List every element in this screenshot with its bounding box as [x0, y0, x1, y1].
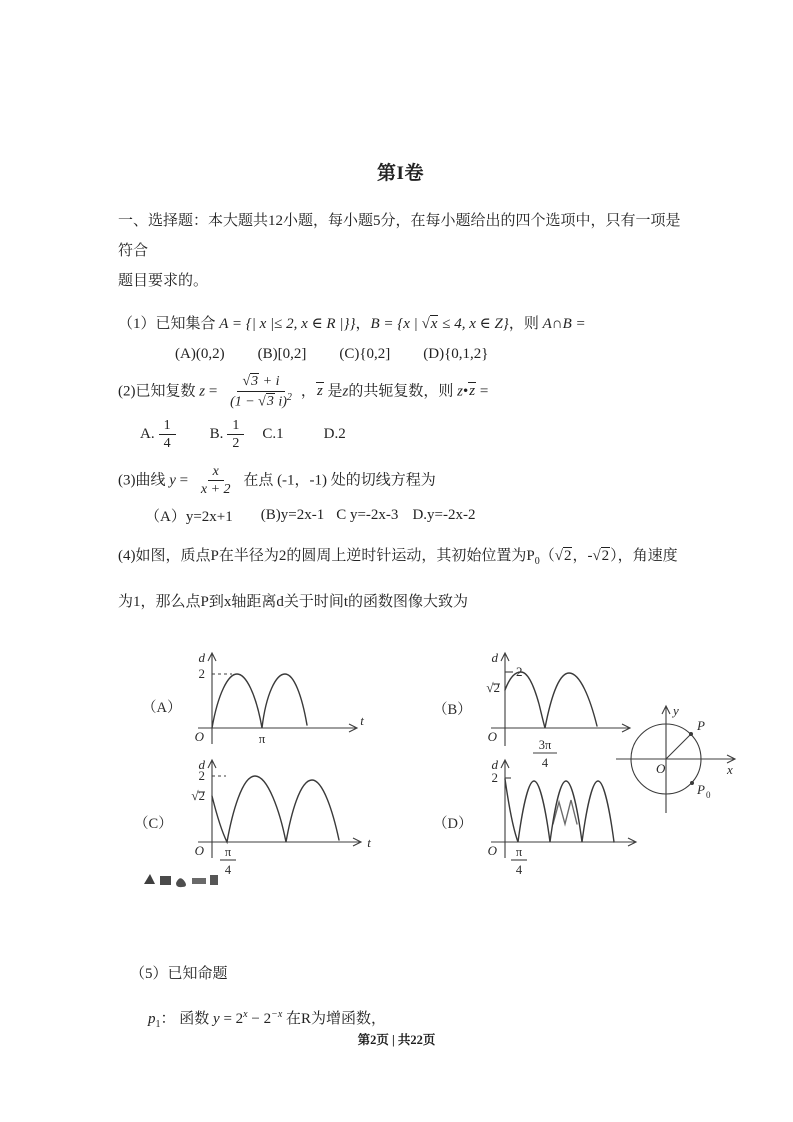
q2-den-post: i) — [274, 394, 287, 410]
q2-fraction-numerator — [237, 373, 284, 392]
q2-fraction-denominator — [225, 392, 297, 411]
graph-c-t-axis-label: t — [367, 834, 371, 850]
question-2-options — [118, 415, 683, 455]
q2-comma: ， — [300, 383, 316, 400]
p1-tail: 在R为增函数， — [282, 1010, 387, 1027]
p1-symbol: p — [148, 1010, 156, 1027]
p1-exponent-x: x — [243, 1008, 248, 1020]
graph-d-d-axis-label: d — [491, 756, 498, 772]
point-p0-dot — [690, 781, 694, 785]
q1-then: ，则 — [508, 316, 543, 332]
q3-option-a: （A）y=2x+1 — [145, 508, 233, 525]
scan-artifact — [142, 870, 232, 890]
q3-option-b: (B)y=2x-1 — [260, 506, 325, 523]
p1-minus-2: − 2 — [247, 1010, 272, 1027]
p1-colon: ： — [160, 1010, 176, 1027]
page-number: 第2页 | 共22页 — [357, 1033, 436, 1047]
q1-set-a: A = {| x |≤ 2, x ∈ R |}} — [219, 316, 356, 332]
q2-dot-operator: • — [463, 383, 469, 400]
q4-text-1: (4)如图，质点P在半径为2的圆周上逆时针运动，其初始位置为P — [118, 547, 535, 564]
radical-sign: √ — [421, 316, 430, 332]
q1-option-b: (B)[0,2] — [257, 346, 307, 362]
q2-z-var: z — [199, 383, 206, 400]
radicand: 3 — [251, 374, 259, 389]
graph-c-fraction-denominator: 4 — [224, 862, 232, 877]
q1-set-b-close: ≤ 4, x ∈ Z} — [438, 316, 509, 332]
q4-sqrt-2 — [592, 547, 610, 564]
graph-a-label: （A） — [142, 699, 182, 716]
graph-b-fraction-denominator: 4 — [541, 755, 549, 770]
graph-b-fraction-numerator: 3π — [538, 737, 552, 752]
graph-option-d — [427, 752, 677, 892]
q2-option-c: C.1 — [262, 426, 284, 443]
graph-option-a — [128, 646, 378, 758]
q1-option-d: (D){0,1,2} — [423, 346, 489, 362]
question-3 — [118, 463, 683, 499]
scan-artifact-mark — [144, 874, 155, 884]
q3-y-var: y — [169, 472, 176, 489]
q2-tail: = — [476, 383, 489, 400]
graph-a-t-axis-label: t — [360, 712, 364, 728]
graph-b-tick-2: 2 — [516, 663, 523, 679]
q3-option-c: C y=-2x-3 — [336, 506, 399, 523]
q2-z-var3: z — [457, 383, 463, 400]
question-3-options — [118, 505, 683, 526]
point-p-dot — [689, 732, 693, 736]
q2-fraction — [225, 373, 297, 411]
instructions-line1: 一、选择题：本大题共12小题，每小题5分，在每小题给出的四个选项中，只有一项是符合 — [118, 213, 681, 259]
question-1 — [118, 311, 683, 337]
scan-artifact-mark — [176, 878, 186, 887]
q2-num-rest: + i — [259, 374, 280, 389]
q3-prefix: (3)曲线 — [118, 472, 170, 489]
p1-subscript: 1 — [155, 1018, 161, 1030]
point-p0-label: P — [697, 781, 705, 797]
graph-a-d-axis-label: d — [198, 649, 205, 665]
q3-denominator: x + 2 — [200, 482, 231, 498]
q2-z-conjugate2: z — [469, 383, 476, 400]
q2-prefix: (2)已知复数 — [118, 383, 200, 400]
question-4 — [118, 536, 683, 622]
instructions — [118, 206, 683, 296]
section-title: 第I卷 — [377, 163, 424, 184]
q1-prefix: （1）已知集合 — [118, 316, 220, 332]
graph-b-curve — [505, 672, 597, 728]
q3-fraction — [196, 463, 236, 499]
radical-sign: √ — [592, 547, 601, 564]
graph-c-tick-sqrt2: √2 — [191, 787, 205, 803]
q2-option-a — [140, 417, 180, 453]
p1-exponent-negx: −x — [271, 1008, 283, 1020]
numerator: 1 — [159, 417, 176, 436]
q1-option-a: (A)(0,2) — [175, 346, 225, 362]
q3-numerator: x — [208, 463, 224, 482]
circle-x-axis-label: x — [727, 761, 733, 777]
circle-y-axis-label: y — [673, 702, 679, 718]
q2-option-b — [210, 417, 249, 453]
q2-z-var2: z — [342, 383, 349, 400]
graph-b-d-axis-label: d — [491, 649, 498, 665]
graph-c-d-axis-label: d — [198, 756, 205, 772]
radical-sign: √ — [258, 394, 266, 410]
q2-option-b-label: B. — [209, 426, 224, 443]
scan-artifact-mark — [192, 878, 206, 884]
question-5 — [118, 962, 683, 983]
radical-sign: √ — [554, 547, 563, 564]
radical-sign: √ — [242, 374, 251, 389]
graph-d-fraction-denominator: 4 — [515, 862, 523, 877]
circle-origin-label: O — [656, 760, 666, 776]
answer-graphs — [0, 644, 793, 904]
q4-p0-subscript: 0 — [534, 555, 540, 567]
q1-set-b-open: B = {x | — [370, 316, 422, 332]
graph-b-origin-label: O — [487, 728, 497, 744]
denominator: 4 — [163, 436, 171, 452]
graph-a-tick-2: 2 — [198, 665, 205, 681]
graph-d-label: （D） — [433, 815, 473, 832]
radicand: x — [430, 316, 438, 332]
q2-equals: = — [205, 383, 222, 400]
q5-text: （5）已知命题 — [130, 965, 228, 982]
question-1-options — [118, 346, 683, 363]
q2-option-d: D.2 — [323, 426, 346, 443]
denominator: 2 — [232, 436, 240, 452]
p1-y-var: y — [213, 1010, 220, 1027]
q2-text1: 是 — [323, 383, 343, 400]
scan-artifact-mark — [210, 875, 218, 885]
graph-c-tick-2: 2 — [198, 767, 205, 783]
p1-equals-2: = 2 — [219, 1010, 244, 1027]
q1-comma: ， — [355, 316, 371, 332]
graph-c-origin-label: O — [194, 842, 204, 858]
graph-d-curve — [505, 779, 614, 842]
instructions-line2: 题目要求的。 — [118, 273, 209, 289]
graph-a-curve — [212, 674, 307, 728]
q2-option-a-label: A. — [140, 426, 155, 443]
graph-d-fraction-numerator: π — [515, 844, 523, 859]
numerator: 1 — [227, 417, 244, 436]
scan-artifact-mark — [160, 876, 171, 885]
question-2 — [118, 373, 683, 411]
radicand: 2 — [601, 547, 610, 564]
graph-d-tick-2: 2 — [491, 769, 498, 785]
graph-c-fraction-numerator: π — [224, 844, 232, 859]
graph-a-origin-label: O — [194, 728, 204, 744]
q4-comma-minus: ，- — [572, 547, 593, 564]
graph-c-curve — [212, 776, 339, 842]
q2-text2: 的共轭复数，则 — [348, 383, 458, 400]
q2-den-pre: (1 − — [230, 394, 259, 410]
q3-equals: = — [175, 472, 192, 489]
q3-suffix: 在点 (-1，-1) 处的切线方程为 — [239, 472, 436, 489]
page-footer — [0, 1030, 793, 1048]
q2-option-b-fraction — [227, 417, 244, 453]
point-p-label: P — [697, 717, 705, 733]
q2-den-exponent: 2 — [286, 391, 292, 403]
q1-sqrt — [422, 315, 439, 332]
radicand: 2 — [563, 547, 572, 564]
q4-sqrt-1 — [555, 547, 573, 564]
point-p0-subscript: 0 — [706, 789, 711, 800]
p1-text: 函数 — [175, 1010, 214, 1027]
q2-option-a-fraction — [159, 417, 176, 453]
q2-z-conjugate: z — [316, 383, 323, 400]
q4-text-2: ），角速度为1，那么点P到x轴距离d关于时间t的函数图像大致为 — [118, 547, 678, 610]
q1-option-c: (C){0,2] — [339, 346, 391, 362]
graph-b-label: （B） — [433, 701, 472, 718]
graph-c-label: （C） — [134, 815, 173, 832]
graph-d-origin-label: O — [487, 842, 497, 858]
q1-intersection: A∩B = — [542, 316, 586, 332]
graph-b-tick-sqrt2: √2 — [486, 679, 500, 695]
q4-paren-open: （ — [539, 547, 555, 564]
q3-option-d: D.y=-2x-2 — [412, 506, 476, 523]
graph-a-pi-label: π — [258, 730, 266, 746]
radicand: 3 — [266, 394, 274, 410]
